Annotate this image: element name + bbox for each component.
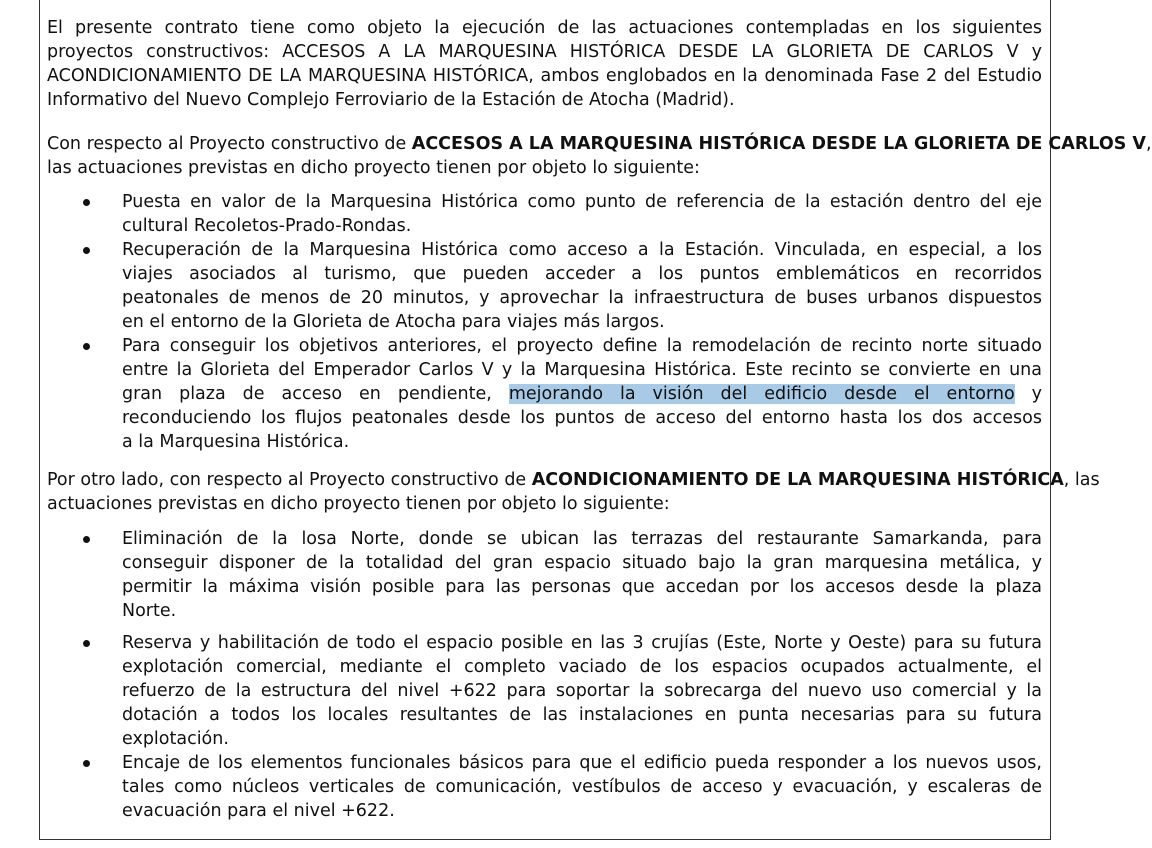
- text-line: Norte.: [122, 601, 177, 621]
- text-line: Para conseguir los objetivos anteriores, el proyecto define la remodelación de recinto norte situado: [122, 336, 1042, 356]
- bullet-icon: [83, 343, 90, 350]
- text-run: , las: [1063, 470, 1100, 490]
- project-title-acondicionamiento: ACONDICIONAMIENTO DE LA MARQUESINA HISTÓRICA: [531, 470, 1064, 490]
- text-line: proyectos constructivos: ACCESOS A LA MARQUESINA HISTÓRICA DESDE LA GLORIETA DE CARLOS V y: [47, 42, 1042, 62]
- text-line: permitir la máxima visión posible para las personas que accedan por los accesos desde la plaza: [122, 577, 1042, 597]
- paragraph-accesos: [47, 132, 1152, 180]
- selected-text-highlight[interactable]: mejorando la visión del edificio desde el entorno: [508, 384, 1015, 404]
- paragraph-intro: [47, 16, 1042, 112]
- list-item: [47, 527, 1042, 623]
- text-line: Eliminación de la losa Norte, donde se ubican las terrazas del restaurante Samarkanda, para: [122, 529, 1042, 549]
- list-item: [47, 238, 1042, 334]
- text-line: reconduciendo los flujos peatonales desde los puntos de acceso del entorno hasta los dos accesos: [122, 408, 1042, 428]
- list-item: [47, 631, 1042, 751]
- bullet-icon: [83, 640, 90, 647]
- text-line: tales como núcleos verticales de comunicación, vestíbulos de acceso y evacuación, y escaleras de: [122, 777, 1042, 797]
- text-line: explotación.: [122, 729, 229, 749]
- text-run: Con respecto al Proyecto constructivo de: [47, 134, 412, 154]
- text-line: Encaje de los elementos funcionales básicos para que el edificio pueda responder a los nuevos usos,: [122, 753, 1042, 773]
- text-run: y: [1014, 384, 1042, 404]
- text-line: El presente contrato tiene como objeto la ejecución de las actuaciones contempladas en los siguientes: [47, 18, 1042, 38]
- text-run: gran plaza de acceso en pendiente,: [122, 384, 509, 404]
- text-line: conseguir disponer de la totalidad del gran espacio situado bajo la gran marquesina metálica, y: [122, 553, 1042, 573]
- text-line: cultural Recoletos-Prado-Rondas.: [122, 216, 412, 236]
- text-run: ,: [1145, 134, 1152, 154]
- list-item: [47, 334, 1042, 454]
- bullet-icon: [83, 247, 90, 254]
- text-line: las actuaciones previstas en dicho proyecto tienen por objeto lo siguiente:: [47, 158, 700, 178]
- text-line: explotación comercial, mediante el completo vaciado de los espacios ocupados actualmente, el: [122, 657, 1042, 677]
- text-run: Por otro lado, con respecto al Proyecto constructivo de: [47, 470, 532, 490]
- paragraph-acondicionamiento: [47, 468, 1100, 516]
- bullet-list-acondicionamiento: [47, 527, 1042, 823]
- text-line: a la Marquesina Histórica.: [122, 432, 350, 452]
- text-line: en el entorno de la Glorieta de Atocha para viajes más largos.: [122, 312, 665, 332]
- text-line: ACONDICIONAMIENTO DE LA MARQUESINA HISTÓRICA, ambos englobados en la denominada Fase 2 del Estudio: [47, 66, 1042, 86]
- text-line: [47, 468, 1100, 492]
- bullet-icon: [83, 199, 90, 206]
- text-line: peatonales de menos de 20 minutos, y aprovechar la infraestructura de buses urbanos dispuestos: [122, 288, 1042, 308]
- project-title-accesos: ACCESOS A LA MARQUESINA HISTÓRICA DESDE LA GLORIETA DE CARLOS V: [411, 134, 1146, 154]
- text-line: entre la Glorieta del Emperador Carlos V y la Marquesina Histórica. Este recinto se convierte en una: [122, 360, 1042, 380]
- text-line: Informativo del Nuevo Complejo Ferroviario de la Estación de Atocha (Madrid).: [47, 90, 735, 110]
- text-line: refuerzo de la estructura del nivel +622 para soportar la sobrecarga del nuevo uso comercial y la: [122, 681, 1042, 701]
- text-line: viajes asociados al turismo, que pueden acceder a los puntos emblemáticos en recorridos: [122, 264, 1042, 284]
- text-line: Reserva y habilitación de todo el espacio posible en las 3 crujías (Este, Norte y Oeste) para su futura: [122, 633, 1042, 653]
- text-line: Puesta en valor de la Marquesina Histórica como punto de referencia de la estación dentro del eje: [122, 192, 1042, 212]
- text-line: Recuperación de la Marquesina Histórica como acceso a la Estación. Vinculada, en especial, a los: [122, 240, 1042, 260]
- text-line: actuaciones previstas en dicho proyecto tienen por objeto lo siguiente:: [47, 494, 670, 514]
- text-line: [122, 382, 1042, 406]
- bullet-icon: [83, 760, 90, 767]
- text-line: evacuación para el nivel +622.: [122, 801, 395, 821]
- bullet-icon: [83, 536, 90, 543]
- list-item: [47, 751, 1042, 823]
- text-line: [47, 132, 1152, 156]
- bullet-list-accesos: [47, 190, 1042, 454]
- list-item: [47, 190, 1042, 238]
- text-line: dotación a todos los locales resultantes de las instalaciones en punta necesarias para su futura: [122, 705, 1042, 725]
